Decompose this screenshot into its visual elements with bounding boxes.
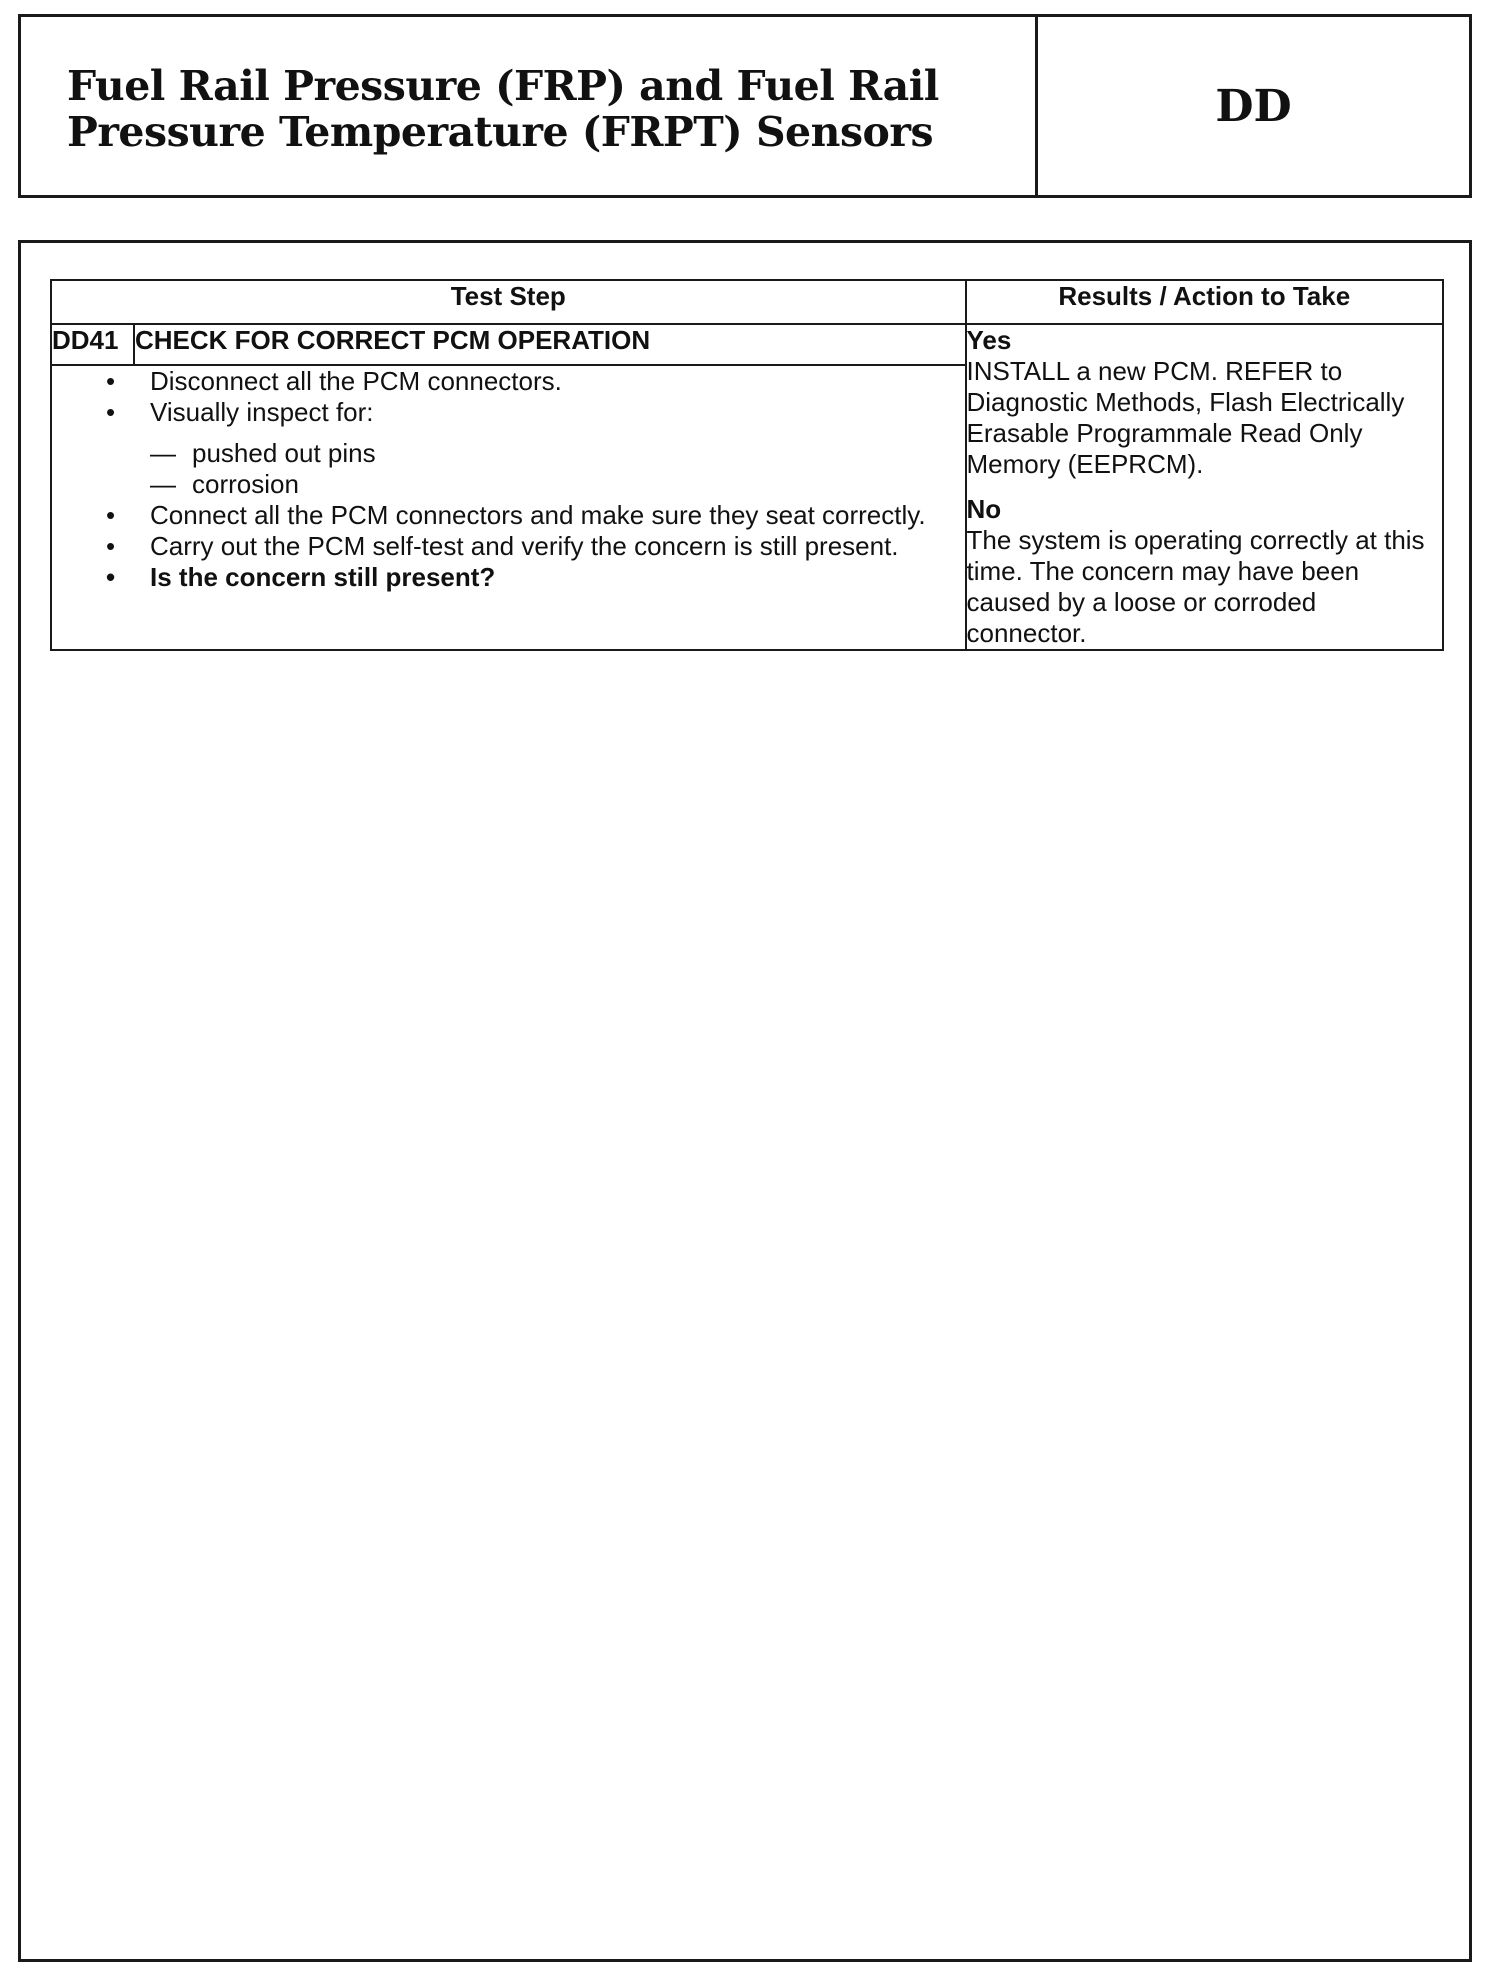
inspection-sublist bbox=[150, 438, 965, 500]
bullet-icon: • bbox=[106, 500, 116, 531]
instruction-text: Connect all the PCM connectors and make sure they seat correctly. bbox=[150, 500, 926, 531]
step-instructions bbox=[51, 365, 966, 650]
bullet-icon: • bbox=[106, 562, 116, 593]
section-code: DD bbox=[1215, 80, 1292, 132]
test-step-header: Test Step bbox=[51, 280, 966, 324]
yes-action: INSTALL a new PCM. REFER to Diagnostic Methods, Flash Electrically Erasable Programmale Read Only Memory (EEPRCM). bbox=[966, 356, 1405, 479]
list-item bbox=[106, 531, 965, 562]
list-item bbox=[106, 562, 965, 593]
instruction-text: Visually inspect for: bbox=[150, 397, 374, 428]
page-title-line-1: Fuel Rail Pressure (FRP) and Fuel Rail bbox=[67, 62, 939, 110]
title-cell bbox=[21, 17, 1038, 195]
question-text: Is the concern still present? bbox=[150, 562, 496, 593]
bullet-icon: • bbox=[106, 397, 116, 428]
bullet-icon: • bbox=[106, 531, 116, 562]
page-title-line-2: Pressure Temperature (FRPT) Sensors bbox=[67, 108, 934, 156]
step-title-row bbox=[51, 324, 1443, 365]
instruction-list bbox=[52, 366, 965, 593]
no-label: No bbox=[966, 494, 1002, 524]
instruction-text: Disconnect all the PCM connectors. bbox=[150, 366, 562, 397]
sub-list-item bbox=[150, 438, 965, 469]
list-item bbox=[106, 397, 965, 500]
list-item bbox=[106, 366, 965, 397]
step-title: CHECK FOR CORRECT PCM OPERATION bbox=[134, 324, 966, 365]
no-action: The system is operating correctly at this time. The concern may have been caused by a loose or corroded connector. bbox=[966, 525, 1425, 648]
results-header: Results / Action to Take bbox=[966, 280, 1444, 324]
instruction-text: Carry out the PCM self-test and verify the concern is still present. bbox=[150, 531, 899, 562]
page-header bbox=[18, 14, 1472, 198]
sub-item-text: pushed out pins bbox=[192, 438, 376, 469]
results-cell bbox=[966, 324, 1444, 650]
dash-icon: — bbox=[150, 438, 176, 469]
sub-list-item bbox=[150, 469, 965, 500]
step-id: DD41 bbox=[51, 324, 134, 365]
list-item bbox=[106, 500, 965, 531]
test-step-table bbox=[50, 279, 1444, 651]
yes-label: Yes bbox=[966, 325, 1012, 355]
table-header-row bbox=[51, 280, 1443, 324]
bullet-icon: • bbox=[106, 366, 116, 397]
sub-item-text: corrosion bbox=[192, 469, 299, 500]
dash-icon: — bbox=[150, 469, 176, 500]
